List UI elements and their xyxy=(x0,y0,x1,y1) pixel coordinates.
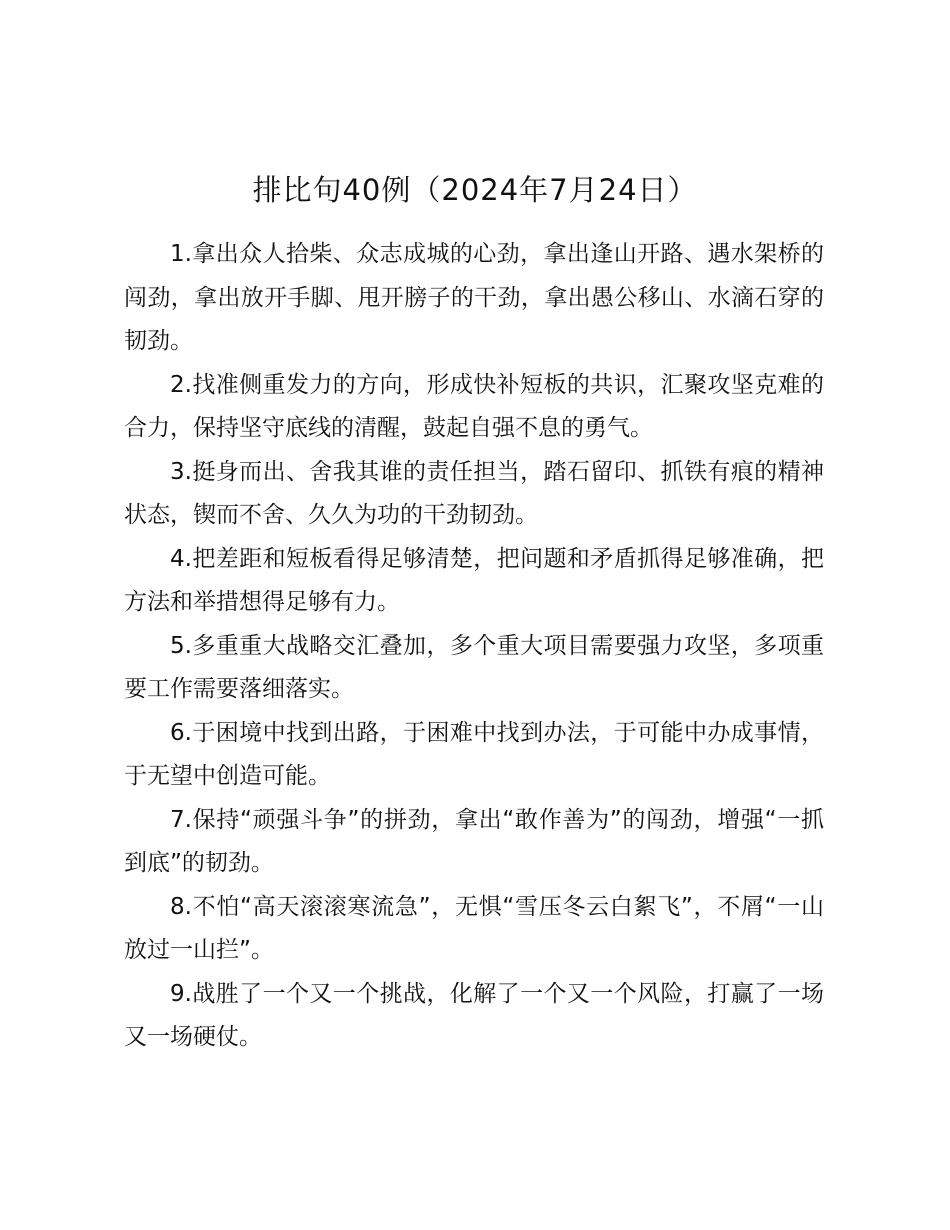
paragraph-8: 8.不怕“高天滚滚寒流急”，无惧“雪压冬云白絮飞”，不屑“一山放过一山拦”。 xyxy=(124,893,824,963)
paragraph-5: 5.多重重大战略交汇叠加，多个重大项目需要强力攻坚，多项重要工作需要落细落实。 xyxy=(124,632,824,702)
paragraph-9: 9.战胜了一个又一个挑战，化解了一个又一个风险，打赢了一场又一场硬仗。 xyxy=(124,980,824,1050)
page-title: 排比句40例（2024年7月24日） xyxy=(252,173,698,207)
paragraph-6: 6.于困境中找到出路，于困难中找到办法，于可能中办成事情，于无望中创造可能。 xyxy=(124,719,824,789)
paragraph-2: 2.找准侧重发力的方向，形成快补短板的共识，汇聚攻坚克难的合力，保持坚守底线的清醒，鼓起自强不息的勇气。 xyxy=(124,371,824,441)
paragraph-4: 4.把差距和短板看得足够清楚，把问题和矛盾抓得足够准确，把方法和举措想得足够有力。 xyxy=(124,545,824,615)
document-body xyxy=(124,233,824,1060)
paragraph-7: 7.保持“顽强斗争”的拼劲，拿出“敢作善为”的闯劲，增强“一抓到底”的韧劲。 xyxy=(124,806,824,876)
paragraph-1: 1.拿出众人拾柴、众志成城的心劲，拿出逢山开路、遇水架桥的闯劲，拿出放开手脚、甩开膀子的干劲，拿出愚公移山、水滴石穿的韧劲。 xyxy=(124,241,824,354)
paragraph-3: 3.挺身而出、舍我其谁的责任担当，踏石留印、抓铁有痕的精神状态，锲而不舍、久久为功的干劲韧劲。 xyxy=(124,458,824,528)
